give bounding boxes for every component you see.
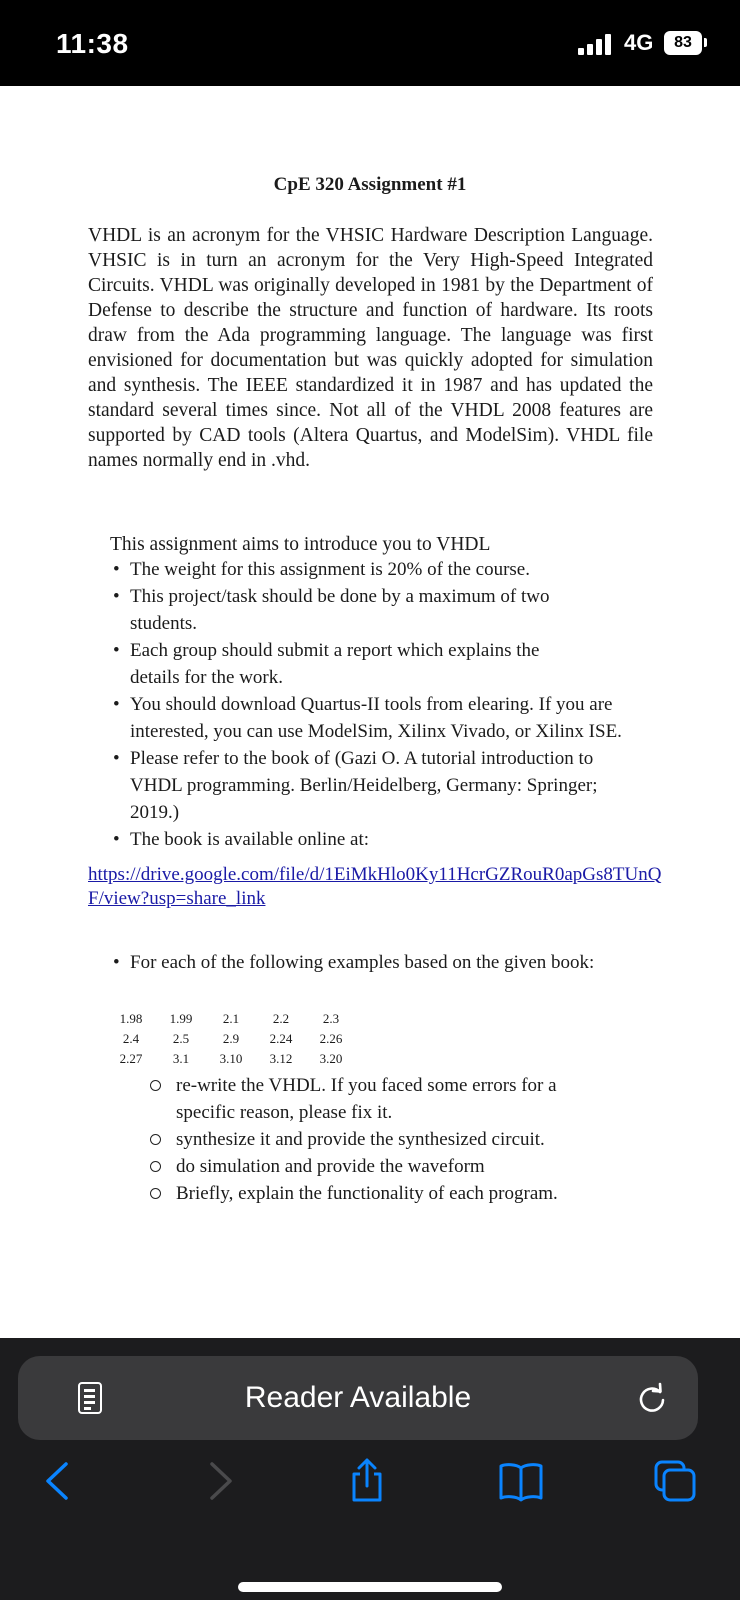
document-view xyxy=(0,86,740,1338)
list-item: synthesize it and provide the synthesized circuit. xyxy=(150,1126,670,1153)
table-cell: 2.9 xyxy=(222,1031,240,1046)
reader-mode-icon[interactable] xyxy=(78,1382,102,1414)
examples-table xyxy=(106,1009,356,1069)
battery-tip xyxy=(704,38,707,47)
status-bar xyxy=(0,0,740,86)
table-cell: 3.10 xyxy=(219,1051,243,1066)
share-icon[interactable] xyxy=(342,1456,392,1506)
signal-icon xyxy=(578,33,616,55)
table-cell: 2.26 xyxy=(319,1031,343,1046)
back-icon[interactable] xyxy=(34,1456,84,1506)
table-cell: 2.5 xyxy=(172,1031,190,1046)
intro-paragraph: VHDL is an acronym for the VHSIC Hardware Description Language. VHSIC is in turn an acronym for the Very High-Speed Integrated Circuits. VHDL was originally developed in 1981 by the Department of Defense to describe the structure and function of hardware. Its roots draw from the Ada programming language. The language was first envisioned for documentation but was quickly adopted for simulation and synthesis. The IEEE standardized it in 1987 and has updated the standard several times since. Not all of the VHDL 2008 features are supported by CAD tools (Altera Quartus, and ModelSim). VHDL file names normally end in .vhd. xyxy=(88,225,653,471)
list-item: • Each group should submit a report which explains the details for the work. xyxy=(113,640,540,688)
status-time: 11:38 xyxy=(56,28,129,59)
network-type: 4G xyxy=(624,30,654,55)
browser-toolbar xyxy=(0,1338,740,1600)
requirements-list xyxy=(110,556,670,853)
list-item: • Please refer to the book of (Gazi O. A tutorial introduction to VHDL programming. Berlin/Heidelberg, Germany: Springer; 2019.) xyxy=(113,748,598,823)
table-cell: 2.3 xyxy=(322,1011,340,1026)
list-item: do simulation and provide the waveform xyxy=(150,1153,670,1180)
examples-intro-list xyxy=(110,949,670,976)
forward-icon[interactable] xyxy=(194,1456,244,1506)
list-item: • This project/task should be done by a maximum of two students. xyxy=(113,586,550,634)
table-cell: 3.12 xyxy=(269,1051,293,1066)
table-cell: 1.99 xyxy=(169,1011,193,1026)
table-row xyxy=(106,1049,356,1069)
list-item: • The book is available online at: xyxy=(113,829,370,850)
list-item: re-write the VHDL. If you faced some errors for a specific reason, please fix it. xyxy=(150,1072,670,1126)
table-cell: 3.20 xyxy=(319,1051,343,1066)
table-cell: 2.2 xyxy=(272,1011,290,1026)
tabs-icon[interactable] xyxy=(650,1456,700,1506)
table-cell: 1.98 xyxy=(119,1011,143,1026)
battery-icon: 83 xyxy=(664,31,702,55)
list-item: Briefly, explain the functionality of each program. xyxy=(150,1180,670,1207)
table-cell: 2.1 xyxy=(222,1011,240,1026)
aim-line: This assignment aims to introduce you to VHDL xyxy=(110,534,491,555)
table-cell: 3.1 xyxy=(172,1051,190,1066)
list-item: • You should download Quartus-II tools from elearing. If you are interested, you can use ModelSim, Xilinx Vivado, or Xilinx ISE. xyxy=(113,694,622,742)
list-item: • For each of the following examples based on the given book: xyxy=(113,952,595,973)
table-row xyxy=(106,1009,356,1029)
list-item: • The weight for this assignment is 20% of the course. xyxy=(113,559,530,580)
reload-icon[interactable] xyxy=(636,1382,668,1414)
reader-available-button[interactable] xyxy=(18,1356,698,1440)
page-title: CpE 320 Assignment #1 xyxy=(273,174,467,195)
bookmarks-icon[interactable] xyxy=(496,1456,546,1506)
book-link[interactable]: https://drive.google.com/file/d/1EiMkHlo0Ky11HcrGZRouR0apGs8TUnQF/view?usp=share_link xyxy=(88,864,662,909)
table-cell: 2.4 xyxy=(122,1031,140,1046)
home-indicator[interactable] xyxy=(238,1582,502,1592)
table-row xyxy=(106,1029,356,1049)
reader-label: Reader Available xyxy=(244,1381,472,1414)
table-cell: 2.27 xyxy=(119,1051,143,1066)
tasks-list xyxy=(150,1072,670,1207)
table-cell: 2.24 xyxy=(269,1031,293,1046)
